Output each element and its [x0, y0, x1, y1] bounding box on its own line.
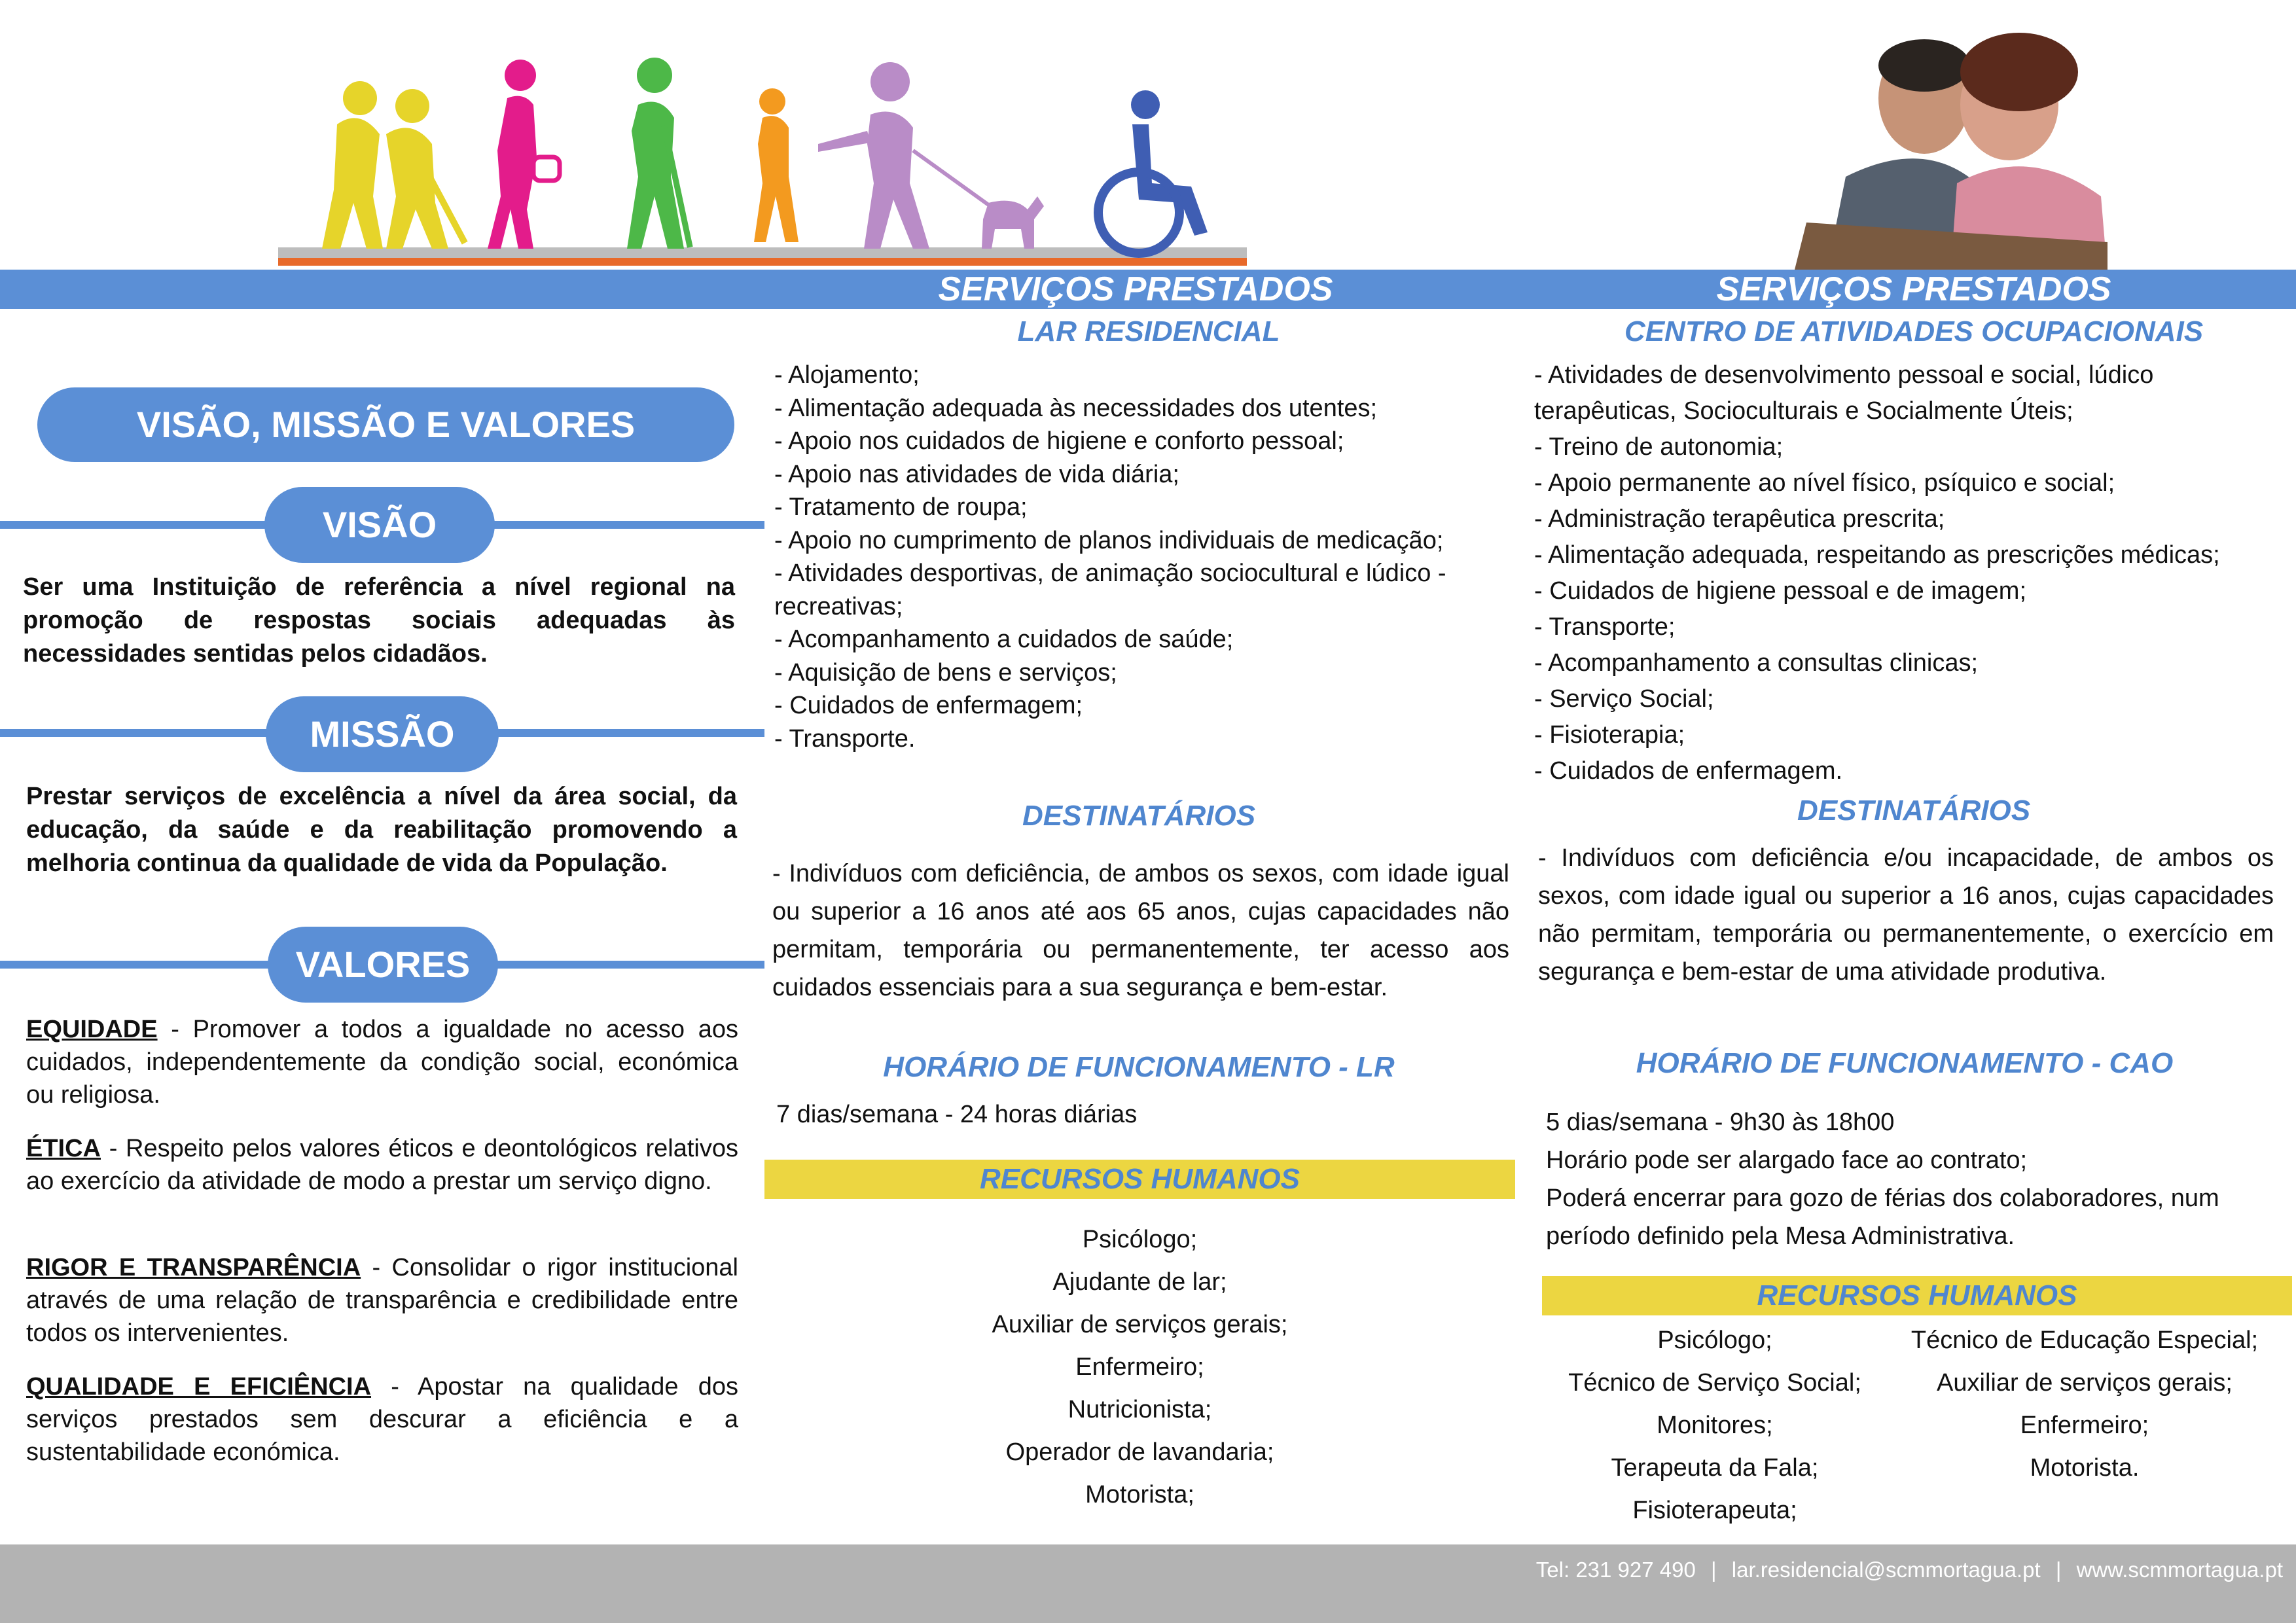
footer-email-link[interactable]: lar.residencial@scmmortagua.pt	[1731, 1558, 2041, 1582]
valor-qualidade	[26, 1370, 738, 1469]
valor-name: RIGOR E TRANSPARÊNCIA	[26, 1254, 361, 1281]
valor-etica	[26, 1132, 738, 1198]
list-item: - Alimentação adequada às necessidades dos utentes;	[774, 394, 1378, 422]
list-item: - Serviço Social;	[1534, 685, 1714, 713]
list-item: Terapeuta da Fala;	[1611, 1454, 1819, 1482]
valor-rigor	[26, 1251, 738, 1349]
cao-destinatarios-text: - Indivíduos com deficiência e/ou incapacidade, de ambos os sexos, com idade igual ou superior a 16 anos, cujas capacidades não permitam, temporária ou permanentemente, o exercício em segurança e bem-estar de uma atividade produtiva.	[1538, 844, 2274, 986]
woman-with-bag-icon	[488, 60, 560, 249]
list-item: - Cuidados de higiene pessoal e de imagem;	[1534, 577, 2027, 605]
list-item: - Tratamento de roupa;	[774, 493, 1028, 521]
main-title-pill: VISÃO, MISSÃO E VALORES	[37, 387, 734, 462]
list-item: - Alimentação adequada, respeitando as prescrições médicas;	[1534, 541, 2220, 569]
list-item: - Cuidados de enfermagem.	[1534, 757, 1843, 785]
wheelchair-icon	[1098, 90, 1208, 253]
list-item: - Apoio no cumprimento de planos individuais de medicação;	[774, 526, 1444, 554]
list-item: recreativas;	[774, 592, 903, 620]
valor-name: ÉTICA	[26, 1135, 101, 1162]
lar-rh-list	[764, 1219, 1515, 1516]
footer-website-link[interactable]: www.scmmortagua.pt	[2076, 1558, 2283, 1582]
list-item: Psicólogo;	[1082, 1226, 1198, 1253]
list-item: Ajudante de lar;	[1052, 1268, 1227, 1296]
list-item: - Transporte.	[774, 724, 916, 753]
list-item: - Apoio permanente ao nível físico, psíquico e social;	[1534, 469, 2115, 497]
valor-text: - Respeito pelos valores éticos e deontológicos relativos ao exercício da atividade de modo a prestar um serviço digno.	[26, 1135, 738, 1195]
visao-pill: VISÃO	[264, 487, 495, 563]
list-item: - Apoio nos cuidados de higiene e conforto pessoal;	[774, 427, 1344, 455]
list-item: - Acompanhamento a consultas clinicas;	[1534, 649, 1979, 677]
horario-line: período definido pela Mesa Administrativa.	[1546, 1222, 2015, 1250]
people-illustration	[275, 46, 1250, 275]
valor-text: - Consolidar o rigor institucional através de uma relação de transparência e credibilidade entre todos os intervenientes.	[26, 1254, 738, 1347]
list-item: Enfermeiro;	[1075, 1353, 1204, 1381]
list-item: - Apoio nas atividades de vida diária;	[774, 460, 1179, 488]
footer-separator: |	[1711, 1558, 1717, 1582]
list-item: Motorista;	[1085, 1481, 1194, 1508]
horario-line: Poderá encerrar para gozo de férias dos colaboradores, num	[1546, 1185, 2219, 1212]
valores-pill: VALORES	[268, 927, 498, 1003]
list-item: Técnico de Educação Especial;	[1910, 1327, 2259, 1354]
footer-separator: |	[2055, 1558, 2062, 1582]
lar-destinatarios-text: - Indivíduos com deficiência, de ambos os sexos, com idade igual ou superior a 16 anos até aos 65 anos, cujas capacidades não permitam, temporária ou permanentemente, ter acesso aos cuidados essenciais para a sua segurança e bem-estar.	[772, 860, 1509, 1001]
list-item: - Administração terapêutica prescrita;	[1534, 505, 1945, 533]
middle-band-title: SERVIÇOS PRESTADOS	[938, 270, 1333, 308]
list-item: - Alojamento;	[774, 361, 920, 389]
list-item: Enfermeiro;	[2020, 1412, 2149, 1439]
list-item: Monitores;	[1657, 1412, 1773, 1439]
footer-contacts	[1536, 1558, 2283, 1582]
list-item: - Transporte;	[1534, 613, 1676, 641]
photo	[1767, 26, 2114, 275]
missao-pill: MISSÃO	[266, 696, 499, 772]
list-item: - Atividades desportivas, de animação sociocultural e lúdico -	[774, 560, 1446, 587]
lar-horario-text: 7 dias/semana - 24 horas diárias	[776, 1101, 1138, 1128]
man-with-crutch-icon	[627, 58, 693, 249]
horario-line: 5 dias/semana - 9h30 às 18h00	[1546, 1109, 1895, 1136]
list-item: Motorista.	[2030, 1454, 2140, 1482]
valor-equidade	[26, 1013, 738, 1111]
list-item: Fisioterapeuta;	[1632, 1497, 1797, 1524]
list-item: Técnico de Serviço Social;	[1568, 1369, 1861, 1397]
horario-line: Horário pode ser alargado face ao contrato;	[1546, 1147, 2028, 1174]
cao-rh-title: RECURSOS HUMANOS	[1757, 1279, 2077, 1311]
list-item: Operador de lavandaria;	[1005, 1438, 1274, 1466]
cao-horario-text	[1546, 1103, 2292, 1255]
list-item: Psicólogo;	[1657, 1327, 1772, 1354]
right-band-title: SERVIÇOS PRESTADOS	[1716, 270, 2111, 308]
list-item: Auxiliar de serviços gerais;	[1937, 1369, 2233, 1397]
blind-person-with-dog-icon	[818, 62, 1044, 249]
footer-phone: Tel: 231 927 490	[1535, 1558, 1696, 1582]
cao-services-list	[1534, 357, 2287, 789]
valor-text: - Apostar na qualidade dos serviços prestados sem descurar a eficiência e a sustentabilidade económica.	[26, 1373, 738, 1466]
child-icon	[754, 88, 798, 242]
lar-services-list	[774, 359, 1514, 755]
list-item: Auxiliar de serviços gerais;	[992, 1311, 1288, 1338]
lar-horario-title: HORÁRIO DE FUNCIONAMENTO - LR	[883, 1051, 1395, 1083]
elderly-couple-icon	[322, 81, 468, 249]
cao-rh-col1	[1532, 1319, 1898, 1532]
list-item: - Aquisição de bens e serviços;	[774, 658, 1117, 687]
valor-name: EQUIDADE	[26, 1016, 158, 1043]
list-item: Nutricionista;	[1067, 1396, 1212, 1423]
lar-rh-title: RECURSOS HUMANOS	[980, 1163, 1300, 1195]
cao-title: CENTRO DE ATIVIDADES OCUPACIONAIS	[1624, 315, 2204, 348]
list-item: - Fisioterapia;	[1534, 721, 1685, 749]
list-item: - Treino de autonomia;	[1534, 433, 1784, 461]
lar-destinatarios-title: DESTINATÁRIOS	[1022, 800, 1256, 832]
valor-text: - Promover a todos a igualdade no acesso aos cuidados, independentemente da condição social, económica ou religiosa.	[26, 1016, 738, 1109]
valor-name: QUALIDADE E EFICIÊNCIA	[26, 1373, 372, 1400]
list-item: terapêuticas, Socioculturais e Socialmente Úteis;	[1534, 397, 2073, 425]
list-item: - Atividades de desenvolvimento pessoal e social, lúdico	[1534, 361, 2154, 389]
list-item: - Acompanhamento a cuidados de saúde;	[774, 626, 1234, 653]
lar-residencial-title: LAR RESIDENCIAL	[1017, 315, 1280, 348]
missao-text: Prestar serviços de excelência a nível da área social, da educação, da saúde e da reabilitação promovendo a melhoria continua da qualidade de vida da População.	[26, 783, 737, 877]
cao-destinatarios-title: DESTINATÁRIOS	[1797, 794, 2031, 827]
cao-rh-col2	[1892, 1319, 2278, 1489]
footer	[0, 1544, 2296, 1623]
list-item: - Cuidados de enfermagem;	[774, 692, 1083, 719]
visao-text: Ser uma Instituição de referência a nível regional na promoção de respostas sociais adequadas às necessidades sentidas pelos cidadãos.	[23, 573, 735, 668]
cao-horario-title: HORÁRIO DE FUNCIONAMENTO - CAO	[1636, 1047, 2174, 1079]
